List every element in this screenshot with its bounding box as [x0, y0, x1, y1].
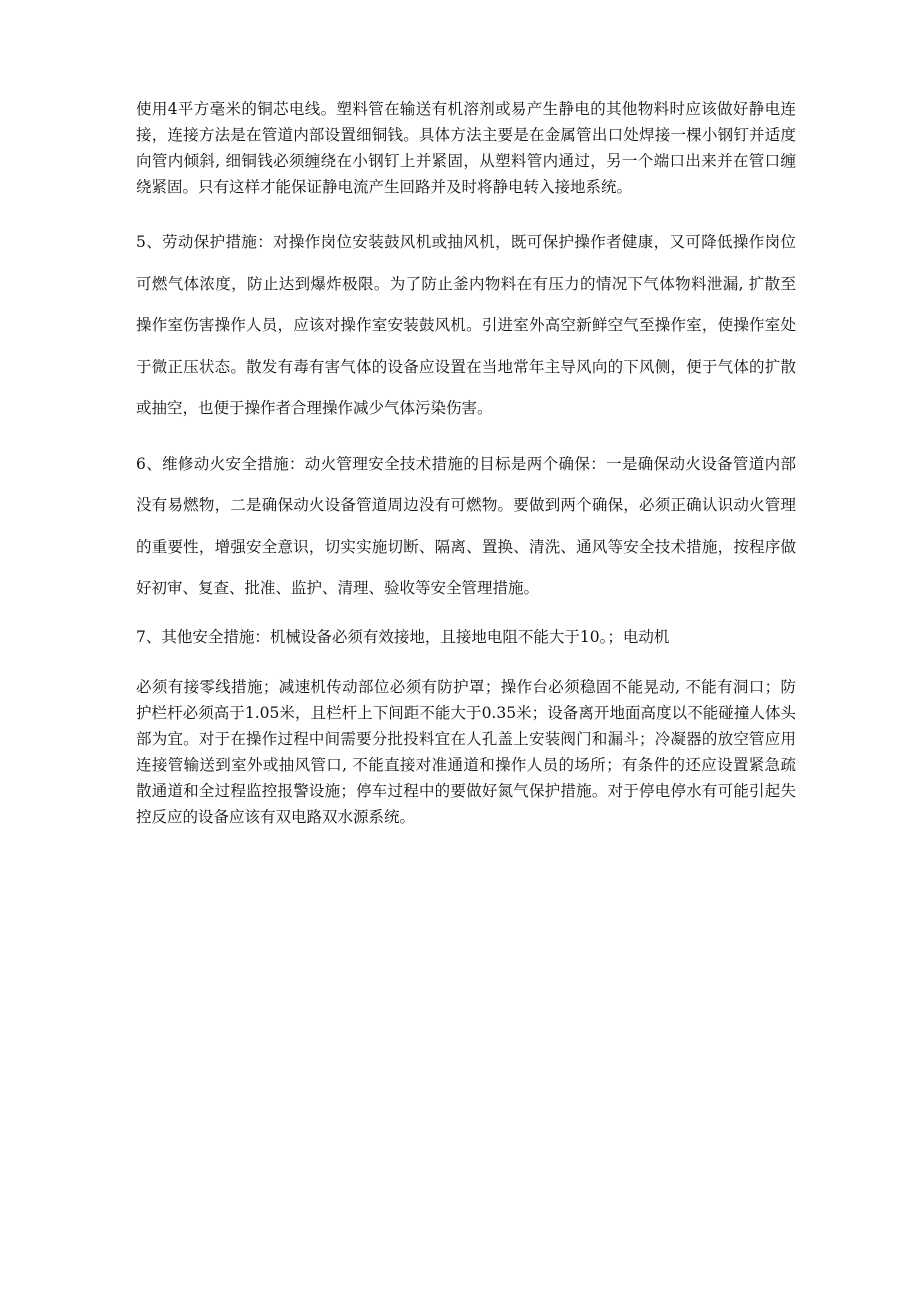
- paragraph-other-safety-heading: 7、其他安全措施：机械设备必须有效接地，且接地电阻不能大于10。；电动机: [136, 627, 670, 646]
- document-body: [136, 96, 796, 830]
- paragraph-grounding: 使用4平方毫米的铜芯电线。塑料管在输送有机溶剂或易产生静电的其他物料时应该做好静电连接，连接方法是在管道内部设置细铜钱。具体方法主要是在金属管出口处焊接一棵小钢钉并适度向管内倾斜, 细铜钱必须缠绕在小钢钉上并紧固，从塑料管内通过，另一个端口出来并在管口缠绕紧固。只有这样才能保证静电流产生回路并及时将静电转入接地系统。: [136, 100, 796, 196]
- paragraph-hot-work-safety: 6、维修动火安全措施：动火管理安全技术措施的目标是两个确保：一是确保动火设备管道内部没有易燃物，二是确保动火设备管道周边没有可燃物。要做到两个确保，必须正确认识动火管理的重要性，增强安全意识，切实实施切断、隔离、置换、清洗、通风等安全技术措施，按程序做好初审、复查、批准、监护、清理、验收等安全管理措施。: [136, 454, 796, 597]
- paragraph-other-safety-body: 必须有接零线措施；减速机传动部位必须有防护罩；操作台必须稳固不能晃动, 不能有洞口；防护栏杆必须高于1.05米，且栏杆上下间距不能大于0.35米；设备离开地面高度以不能碰撞人体头部为宜。对于在操作过程中间需要分批投料宜在人孔盖上安装阀门和漏斗；冷凝器的放空管应用连接管输送到室外或抽风管口, 不能直接对准通道和操作人员的场所；有条件的还应设置紧急疏散通道和全过程监控报警设施；停车过程中的要做好氮气保护措施。对于停电停水有可能引起失控反应的设备应该有双电路双水源系统。: [136, 677, 796, 826]
- paragraph-labor-protection: 5、劳动保护措施：对操作岗位安装鼓风机或抽风机，既可保护操作者健康，又可降低操作岗位可燃气体浓度，防止达到爆炸极限。为了防止釜内物料在有压力的情况下气体物料泄漏, 扩散至操作室伤害操作人员，应该对操作室安装鼓风机。引进室外高空新鲜空气至操作室，使操作室处于微正压状态。散发有毒有害气体的设备应设置在当地常年主导风向的下风侧，便于气体的扩散或抽空，也便于操作者合理操作减少气体污染伤害。: [136, 233, 796, 417]
